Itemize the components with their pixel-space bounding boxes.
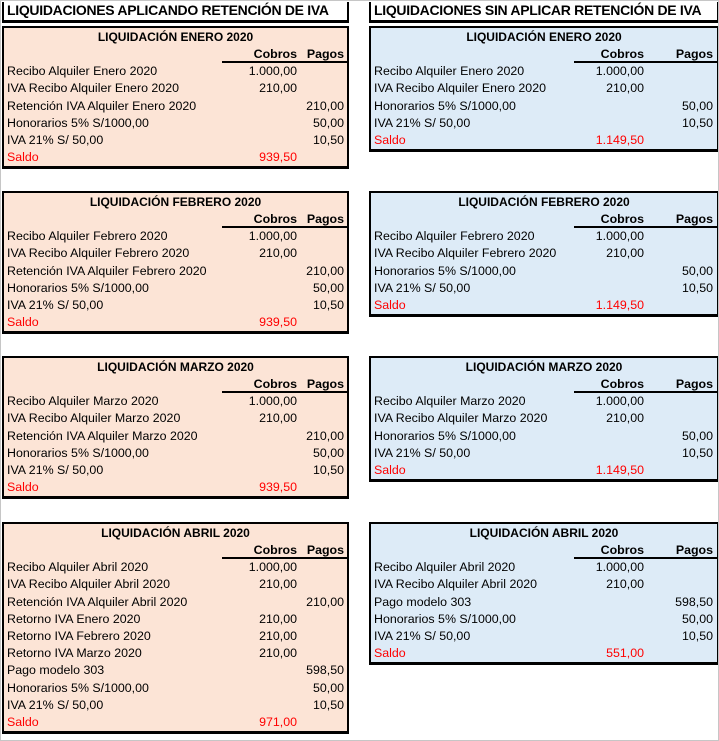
saldo-row bbox=[371, 297, 717, 314]
table-row bbox=[4, 559, 347, 576]
pagos-value: 50,00 bbox=[312, 115, 344, 130]
pagos-value bbox=[644, 462, 717, 479]
table-row bbox=[4, 410, 347, 427]
pagos-value: 10,50 bbox=[681, 280, 713, 295]
table-row bbox=[4, 462, 347, 479]
column-header-row bbox=[4, 46, 347, 63]
cobros-value bbox=[574, 115, 644, 132]
table-row bbox=[371, 228, 717, 245]
pagos-value: 10,50 bbox=[312, 462, 344, 477]
cobros-value: 210,00 bbox=[606, 411, 644, 426]
pagos-value: 10,50 bbox=[681, 115, 713, 130]
cobros-value: 210,00 bbox=[606, 577, 644, 592]
cobros-value: 1.000,00 bbox=[248, 229, 297, 244]
pagos-value bbox=[297, 393, 347, 410]
column-header-pagos: Pagos bbox=[297, 46, 347, 63]
left-panel-header: LIQUIDACIONES APLICANDO RETENCIÓN DE IVA bbox=[2, 2, 349, 23]
pagos-value bbox=[297, 63, 347, 80]
column-header-spacer bbox=[4, 376, 222, 393]
table-row bbox=[371, 98, 717, 115]
table-row bbox=[4, 245, 347, 262]
cobros-value: 939,50 bbox=[259, 315, 297, 330]
right-panel-header: LIQUIDACIONES SIN APLICAR RETENCIÓN DE IVA bbox=[369, 2, 719, 23]
pagos-value: 210,00 bbox=[306, 98, 344, 113]
table-row bbox=[371, 576, 717, 593]
cobros-value: 1.000,00 bbox=[595, 560, 644, 575]
column-header-spacer bbox=[371, 376, 574, 393]
column-header-row bbox=[4, 542, 347, 559]
cobros-value: 210,00 bbox=[259, 577, 297, 592]
column-header-cobros: Cobros bbox=[574, 46, 644, 63]
row-label: Recibo Alquiler Enero 2020 bbox=[7, 64, 158, 79]
cobros-value: 210,00 bbox=[259, 611, 297, 626]
row-label: Saldo bbox=[374, 297, 406, 312]
cobros-value bbox=[574, 428, 644, 445]
pagos-value bbox=[644, 245, 717, 262]
pagos-value: 598,50 bbox=[675, 594, 713, 609]
table-row bbox=[371, 263, 717, 280]
row-label: IVA 21% S/ 50,00 bbox=[7, 132, 104, 147]
column-header-spacer bbox=[371, 46, 574, 63]
row-label: Saldo bbox=[7, 150, 39, 165]
table-row bbox=[371, 410, 717, 427]
row-label: Saldo bbox=[7, 315, 39, 330]
table-title: LIQUIDACIÓN FEBRERO 2020 bbox=[89, 195, 262, 209]
cobros-value bbox=[574, 445, 644, 462]
table-row bbox=[4, 80, 347, 97]
row-label: Saldo bbox=[374, 462, 406, 477]
table-title: LIQUIDACIÓN MARZO 2020 bbox=[97, 360, 254, 374]
cobros-value: 1.149,50 bbox=[595, 132, 644, 147]
liquidation-table-right-2 bbox=[369, 191, 719, 317]
cobros-value: 551,00 bbox=[606, 646, 644, 661]
pagos-value: 10,50 bbox=[681, 628, 713, 643]
cobros-value bbox=[222, 680, 297, 697]
cobros-value: 971,00 bbox=[259, 714, 297, 729]
table-title: LIQUIDACIÓN FEBRERO 2020 bbox=[458, 195, 630, 209]
saldo-row bbox=[4, 314, 347, 331]
pagos-value bbox=[644, 645, 717, 662]
row-label: Saldo bbox=[7, 714, 39, 729]
table-row bbox=[4, 280, 347, 297]
pagos-value bbox=[644, 559, 717, 576]
column-header-pagos: Pagos bbox=[644, 46, 717, 63]
column-header-spacer bbox=[371, 211, 574, 228]
cobros-value bbox=[222, 263, 297, 280]
pagos-value bbox=[644, 410, 717, 427]
pagos-value bbox=[297, 714, 347, 731]
row-label: Recibo Alquiler Abril 2020 bbox=[374, 560, 516, 575]
table-title: LIQUIDACIÓN ENERO 2020 bbox=[97, 30, 254, 44]
row-label: IVA Recibo Alquiler Abril 2020 bbox=[7, 577, 171, 592]
row-label: Retención IVA Alquiler Abril 2020 bbox=[7, 594, 188, 609]
table-row bbox=[371, 445, 717, 462]
liquidation-table-right-1 bbox=[369, 26, 719, 152]
cobros-value bbox=[222, 462, 297, 479]
cobros-value: 1.000,00 bbox=[248, 394, 297, 409]
column-header-cobros: Cobros bbox=[222, 542, 297, 559]
row-label: IVA Recibo Alquiler Enero 2020 bbox=[7, 81, 179, 96]
table-row bbox=[4, 594, 347, 611]
row-label: Recibo Alquiler Marzo 2020 bbox=[374, 394, 526, 409]
table-row bbox=[4, 98, 347, 115]
pagos-value: 210,00 bbox=[306, 263, 344, 278]
row-label: IVA 21% S/ 50,00 bbox=[7, 297, 104, 312]
pagos-value bbox=[297, 479, 347, 496]
table-row bbox=[371, 280, 717, 297]
table-row bbox=[4, 228, 347, 245]
row-label: Recibo Alquiler Marzo 2020 bbox=[7, 394, 159, 409]
row-label: Honorarios 5% S/1000,00 bbox=[374, 98, 516, 113]
row-label: Retención IVA Alquiler Marzo 2020 bbox=[7, 428, 198, 443]
table-row bbox=[4, 628, 347, 645]
cobros-value: 1.000,00 bbox=[248, 64, 297, 79]
cobros-value: 210,00 bbox=[259, 246, 297, 261]
row-label: Retorno IVA Marzo 2020 bbox=[7, 646, 142, 661]
cobros-value bbox=[222, 662, 297, 679]
row-label: IVA Recibo Alquiler Marzo 2020 bbox=[7, 411, 181, 426]
pagos-value bbox=[644, 576, 717, 593]
pagos-value: 598,50 bbox=[306, 663, 344, 678]
row-label: Retención IVA Alquiler Febrero 2020 bbox=[7, 263, 207, 278]
table-row bbox=[4, 115, 347, 132]
table-row bbox=[4, 428, 347, 445]
table-row bbox=[371, 63, 717, 80]
cobros-value: 1.149,50 bbox=[595, 297, 644, 312]
row-label: IVA 21% S/ 50,00 bbox=[7, 462, 104, 477]
cobros-value: 210,00 bbox=[259, 411, 297, 426]
pagos-value: 50,00 bbox=[312, 680, 344, 695]
column-header-spacer bbox=[4, 46, 222, 63]
pagos-value bbox=[297, 611, 347, 628]
row-label: IVA Recibo Alquiler Marzo 2020 bbox=[374, 411, 548, 426]
column-header-row bbox=[371, 376, 717, 393]
pagos-value: 50,00 bbox=[312, 445, 344, 460]
table-title: LIQUIDACIÓN ABRIL 2020 bbox=[101, 526, 250, 540]
cobros-value bbox=[222, 115, 297, 132]
row-label: Saldo bbox=[374, 132, 406, 147]
table-row bbox=[371, 428, 717, 445]
row-label: Retención IVA Alquiler Enero 2020 bbox=[7, 98, 197, 113]
row-label: Retorno IVA Enero 2020 bbox=[7, 611, 141, 626]
cobros-value bbox=[574, 594, 644, 611]
pagos-value: 50,00 bbox=[312, 280, 344, 295]
table-row bbox=[4, 611, 347, 628]
cobros-value: 210,00 bbox=[259, 81, 297, 96]
pagos-value bbox=[644, 63, 717, 80]
pagos-value: 210,00 bbox=[306, 594, 344, 609]
column-header-cobros: Cobros bbox=[574, 542, 644, 559]
cobros-value: 210,00 bbox=[606, 81, 644, 96]
pagos-value: 10,50 bbox=[312, 297, 344, 312]
column-header-row bbox=[371, 542, 717, 559]
cobros-value: 1.149,50 bbox=[595, 462, 644, 477]
cobros-value: 1.000,00 bbox=[248, 560, 297, 575]
column-header-row bbox=[4, 211, 347, 228]
pagos-value: 50,00 bbox=[681, 98, 713, 113]
cobros-value: 210,00 bbox=[259, 646, 297, 661]
column-header-cobros: Cobros bbox=[222, 376, 297, 393]
table-row bbox=[371, 115, 717, 132]
cobros-value: 210,00 bbox=[259, 628, 297, 643]
cobros-value bbox=[574, 280, 644, 297]
column-header-pagos: Pagos bbox=[644, 211, 717, 228]
pagos-value bbox=[644, 80, 717, 97]
row-label: Recibo Alquiler Febrero 2020 bbox=[7, 229, 168, 244]
row-label: IVA Recibo Alquiler Febrero 2020 bbox=[7, 246, 190, 261]
pagos-value bbox=[297, 80, 347, 97]
row-label: Honorarios 5% S/1000,00 bbox=[374, 611, 516, 626]
cobros-value bbox=[222, 697, 297, 714]
row-label: IVA 21% S/ 50,00 bbox=[374, 445, 471, 460]
cobros-value bbox=[222, 98, 297, 115]
row-label: IVA Recibo Alquiler Abril 2020 bbox=[374, 577, 538, 592]
pagos-value bbox=[297, 576, 347, 593]
row-label: IVA 21% S/ 50,00 bbox=[374, 280, 471, 295]
cobros-value bbox=[222, 428, 297, 445]
pagos-value bbox=[297, 628, 347, 645]
table-row bbox=[371, 611, 717, 628]
row-label: Pago modelo 303 bbox=[374, 594, 472, 609]
cobros-value: 939,50 bbox=[259, 480, 297, 495]
cobros-value bbox=[222, 594, 297, 611]
cobros-value: 939,50 bbox=[259, 150, 297, 165]
column-header-pagos: Pagos bbox=[644, 542, 717, 559]
row-label: Honorarios 5% S/1000,00 bbox=[374, 428, 516, 443]
saldo-row bbox=[371, 132, 717, 149]
table-row bbox=[4, 645, 347, 662]
pagos-value bbox=[297, 245, 347, 262]
pagos-value: 10,50 bbox=[312, 697, 344, 712]
cobros-value bbox=[222, 132, 297, 149]
cobros-value bbox=[574, 263, 644, 280]
liquidation-table-right-4 bbox=[369, 522, 719, 665]
liquidation-table-left-1 bbox=[2, 26, 349, 169]
pagos-value: 50,00 bbox=[681, 428, 713, 443]
cobros-value bbox=[222, 297, 297, 314]
row-label: Pago modelo 303 bbox=[7, 663, 105, 678]
liquidation-table-left-4 bbox=[2, 522, 349, 734]
liquidation-table-left-2 bbox=[2, 191, 349, 334]
pagos-value: 10,50 bbox=[681, 445, 713, 460]
table-row bbox=[4, 576, 347, 593]
cobros-value bbox=[574, 628, 644, 645]
column-header-cobros: Cobros bbox=[574, 376, 644, 393]
table-row bbox=[371, 245, 717, 262]
column-header-cobros: Cobros bbox=[222, 46, 297, 63]
row-label: IVA 21% S/ 50,00 bbox=[374, 628, 471, 643]
pagos-value: 210,00 bbox=[306, 428, 344, 443]
table-row bbox=[4, 680, 347, 697]
pagos-value bbox=[297, 228, 347, 245]
cobros-value bbox=[574, 98, 644, 115]
pagos-value bbox=[644, 228, 717, 245]
column-header-cobros: Cobros bbox=[222, 211, 297, 228]
column-header-row bbox=[371, 211, 717, 228]
pagos-value bbox=[644, 297, 717, 314]
row-label: Recibo Alquiler Febrero 2020 bbox=[374, 229, 535, 244]
row-label: IVA 21% S/ 50,00 bbox=[7, 697, 104, 712]
row-label: Saldo bbox=[7, 480, 39, 495]
cobros-value: 1.000,00 bbox=[595, 394, 644, 409]
pagos-value: 50,00 bbox=[681, 611, 713, 626]
table-row bbox=[371, 559, 717, 576]
table-row bbox=[4, 297, 347, 314]
column-header-row bbox=[4, 376, 347, 393]
cobros-value: 210,00 bbox=[606, 246, 644, 261]
row-label: IVA Recibo Alquiler Febrero 2020 bbox=[374, 246, 557, 261]
table-row bbox=[371, 393, 717, 410]
row-label: Honorarios 5% S/1000,00 bbox=[7, 115, 149, 130]
column-header-spacer bbox=[4, 211, 222, 228]
pagos-value bbox=[297, 645, 347, 662]
pagos-value bbox=[297, 559, 347, 576]
row-label: Honorarios 5% S/1000,00 bbox=[7, 680, 149, 695]
row-label: Honorarios 5% S/1000,00 bbox=[7, 445, 149, 460]
cobros-value: 1.000,00 bbox=[595, 229, 644, 244]
liquidation-table-right-3 bbox=[369, 356, 719, 482]
pagos-value: 10,50 bbox=[312, 132, 344, 147]
table-row bbox=[371, 594, 717, 611]
row-label: Retorno IVA Febrero 2020 bbox=[7, 628, 151, 643]
right-panel bbox=[369, 1, 719, 741]
column-header-pagos: Pagos bbox=[297, 376, 347, 393]
pagos-value bbox=[297, 314, 347, 331]
cobros-value bbox=[222, 445, 297, 462]
saldo-row bbox=[4, 479, 347, 496]
pagos-value: 50,00 bbox=[681, 263, 713, 278]
table-row bbox=[4, 132, 347, 149]
row-label: Recibo Alquiler Abril 2020 bbox=[7, 560, 149, 575]
table-row bbox=[371, 80, 717, 97]
table-title: LIQUIDACIÓN MARZO 2020 bbox=[465, 360, 623, 374]
pagos-value bbox=[297, 149, 347, 166]
row-label: Honorarios 5% S/1000,00 bbox=[7, 280, 149, 295]
row-label: Honorarios 5% S/1000,00 bbox=[374, 263, 516, 278]
column-header-spacer bbox=[371, 542, 574, 559]
pagos-value bbox=[644, 393, 717, 410]
table-row bbox=[4, 393, 347, 410]
row-label: IVA 21% S/ 50,00 bbox=[374, 115, 471, 130]
saldo-row bbox=[371, 462, 717, 479]
table-title: LIQUIDACIÓN ENERO 2020 bbox=[466, 30, 622, 44]
column-header-pagos: Pagos bbox=[297, 542, 347, 559]
row-label: IVA Recibo Alquiler Enero 2020 bbox=[374, 81, 546, 96]
pagos-value bbox=[644, 132, 717, 149]
pagos-value bbox=[297, 410, 347, 427]
column-header-row bbox=[371, 46, 717, 63]
left-panel bbox=[2, 1, 349, 741]
saldo-row bbox=[371, 645, 717, 662]
table-title: LIQUIDACIÓN ABRIL 2020 bbox=[469, 526, 619, 540]
liquidation-table-left-3 bbox=[2, 356, 349, 499]
table-row bbox=[4, 662, 347, 679]
table-row bbox=[4, 445, 347, 462]
cobros-value bbox=[574, 611, 644, 628]
table-row bbox=[4, 263, 347, 280]
row-label: Recibo Alquiler Enero 2020 bbox=[374, 64, 525, 79]
saldo-row bbox=[4, 149, 347, 166]
cobros-value bbox=[222, 280, 297, 297]
saldo-row bbox=[4, 714, 347, 731]
table-row bbox=[4, 697, 347, 714]
column-header-cobros: Cobros bbox=[574, 211, 644, 228]
column-header-pagos: Pagos bbox=[644, 376, 717, 393]
table-row bbox=[371, 628, 717, 645]
table-row bbox=[4, 63, 347, 80]
cobros-value: 1.000,00 bbox=[595, 64, 644, 79]
column-header-pagos: Pagos bbox=[297, 211, 347, 228]
column-header-spacer bbox=[4, 542, 222, 559]
row-label: Saldo bbox=[374, 646, 406, 661]
